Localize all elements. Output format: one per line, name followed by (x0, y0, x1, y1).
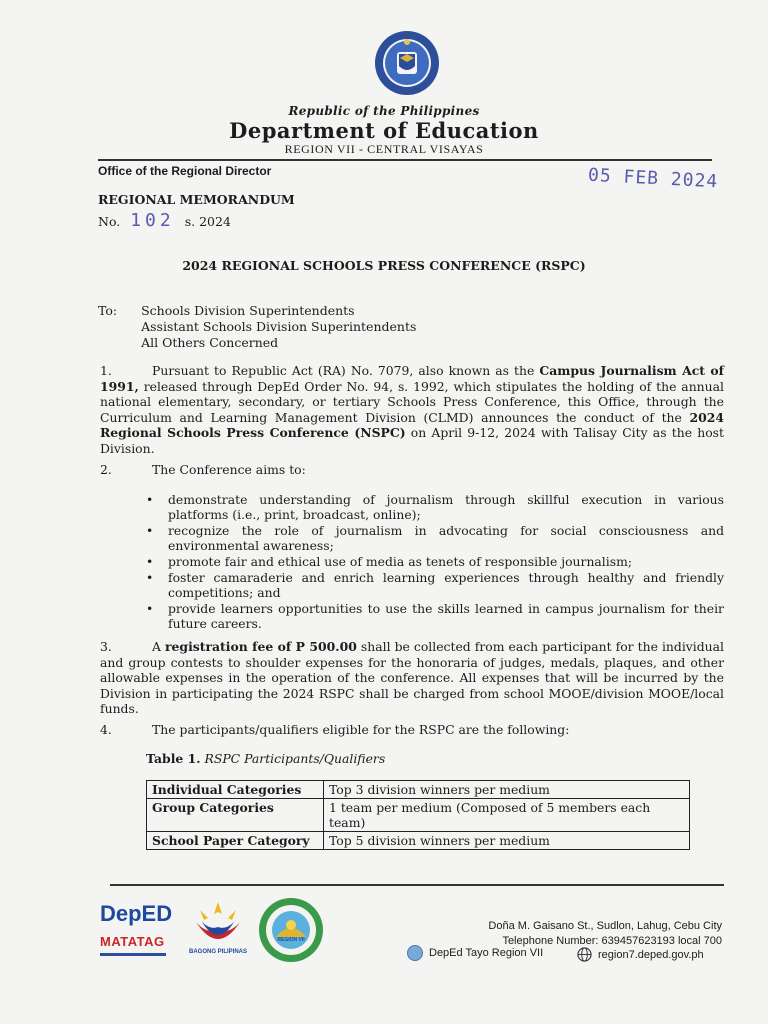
region-heading: REGION VII - CENTRAL VISAYAS (284, 142, 484, 156)
recipients-label: To: (98, 303, 118, 318)
paragraph-4 (100, 722, 724, 738)
memo-no-label: No. (98, 214, 121, 229)
footer-website-text: region7.deped.gov.ph (598, 948, 704, 961)
bagong-pilipinas-text: BAGONG PILIPINAS (188, 949, 247, 955)
list-item: • promote fair and ethical use of media as tenets of responsible journalism; (146, 554, 724, 569)
stamped-date: 05 FEB 2024 (587, 164, 719, 193)
table-caption-text: RSPC Participants/Qualifiers (204, 751, 386, 766)
paragraph-text: shall be collected from each participant for the individual and group contests to shoulder expenses for the honoraria of judges, medals, plaques, and other allowable expenses in the operation of the conference. All expenses that will be incurred by the Division in participating the 2024 RSPC shall be charged from school MOOE/division MOOE/local funds. (100, 639, 725, 716)
memo-number: 102 (130, 210, 175, 231)
category-cell: Individual Categories (147, 781, 324, 799)
paragraph-number: 2. (100, 462, 112, 477)
memo-title: 2024 REGIONAL SCHOOLS PRESS CONFERENCE (RSPC) (182, 258, 586, 273)
bagong-pilipinas-logo (186, 900, 250, 955)
republic-heading: Republic of the Philippines (288, 104, 480, 118)
footer-social-text: DepEd Tayo Region VII (429, 947, 544, 959)
recipient: All Others Concerned (141, 335, 279, 350)
table-row (147, 832, 690, 850)
deped-tayo-icon (407, 945, 423, 961)
office-label: Office of the Regional Director (98, 164, 272, 178)
detail-cell: Top 5 division winners per medium (324, 832, 690, 850)
memo-number-line (98, 210, 231, 231)
recipients-list (141, 303, 416, 351)
table-row (147, 781, 690, 799)
paragraph-3 (100, 639, 724, 717)
deped-logo-text: DepED (100, 901, 173, 926)
paragraph-text: A (152, 639, 165, 654)
category-cell: School Paper Category (147, 832, 324, 850)
recipient: Schools Division Superintendents (141, 303, 355, 318)
paragraph-number: 1. (100, 363, 112, 378)
department-heading: Department of Education (229, 118, 539, 143)
list-item: • foster camaraderie and enrich learning experiences through healthy and friendly competitions; and (146, 570, 724, 600)
deped-matatag-logo (100, 902, 174, 956)
footer-website (577, 947, 704, 962)
paragraph-1 (100, 363, 724, 456)
recipients (98, 303, 416, 351)
memo-series: s. 2024 (184, 214, 231, 229)
detail-cell: Top 3 division winners per medium (324, 781, 690, 799)
globe-icon (577, 947, 592, 962)
aims-list (146, 492, 724, 632)
region-vii-seal (258, 897, 324, 963)
footer-telephone: Telephone Number: 639457623193 local 700 (502, 935, 722, 947)
memo-heading: REGIONAL MEMORANDUM (98, 192, 295, 207)
footer-divider (110, 884, 724, 886)
paragraph-text: The Conference aims to: (152, 462, 306, 477)
bagong-pilipinas-emblem-icon (190, 900, 246, 946)
detail-cell: 1 team per medium (Composed of 5 members each team) (324, 799, 690, 832)
list-item: • recognize the role of journalism in advocating for social consciousness and environmental awareness; (146, 523, 724, 553)
category-cell: Group Categories (147, 799, 324, 832)
table-caption (146, 751, 385, 766)
paragraph-2 (100, 462, 724, 478)
participants-table (146, 780, 690, 850)
paragraph-text: Pursuant to Republic Act (RA) No. 7079, also known as the (152, 363, 540, 378)
footer-social (407, 945, 543, 961)
paragraph-bold: 2024 Regional Schools Press Conference (NSPC) (100, 409, 724, 440)
paragraph-text: The participants/qualifiers eligible for the RSPC are the following: (152, 722, 570, 737)
paragraph-bold: Campus Journalism Act of 1991, (100, 363, 724, 394)
paragraph-bold: registration fee of P 500.00 (165, 639, 357, 654)
header-divider (98, 159, 712, 161)
table-label: Table 1. (146, 751, 201, 766)
paragraph-number: 3. (100, 639, 112, 654)
list-item: • demonstrate understanding of journalism through skillful execution in various platforms (i.e., print, broadcast, online); (146, 492, 724, 522)
matatag-text: MATATAG (100, 934, 165, 949)
footer-address: Doña M. Gaisano St., Sudlon, Lahug, Cebu City (488, 920, 722, 932)
deped-seal (374, 30, 440, 96)
region-seal-icon (258, 897, 324, 963)
table-row (147, 799, 690, 832)
paragraph-number: 4. (100, 722, 112, 737)
recipient: Assistant Schools Division Superintendents (141, 319, 417, 334)
region-seal-text: REGION VII (277, 937, 305, 943)
list-item: • provide learners opportunities to use the skills learned in campus journalism for their future careers. (146, 601, 724, 631)
paragraph-text: released through DepEd Order No. 94, s. 1992, which stipulates the holding of the annual national elementary, secondary, or tertiary Schools Press Conference, this Office, through the Curriculum and Learning Management Division (CLMD) announces the conduct of the (100, 378, 724, 425)
paragraph-text: on April 9-12, 2024 with Talisay City as the host Division. (100, 425, 724, 456)
